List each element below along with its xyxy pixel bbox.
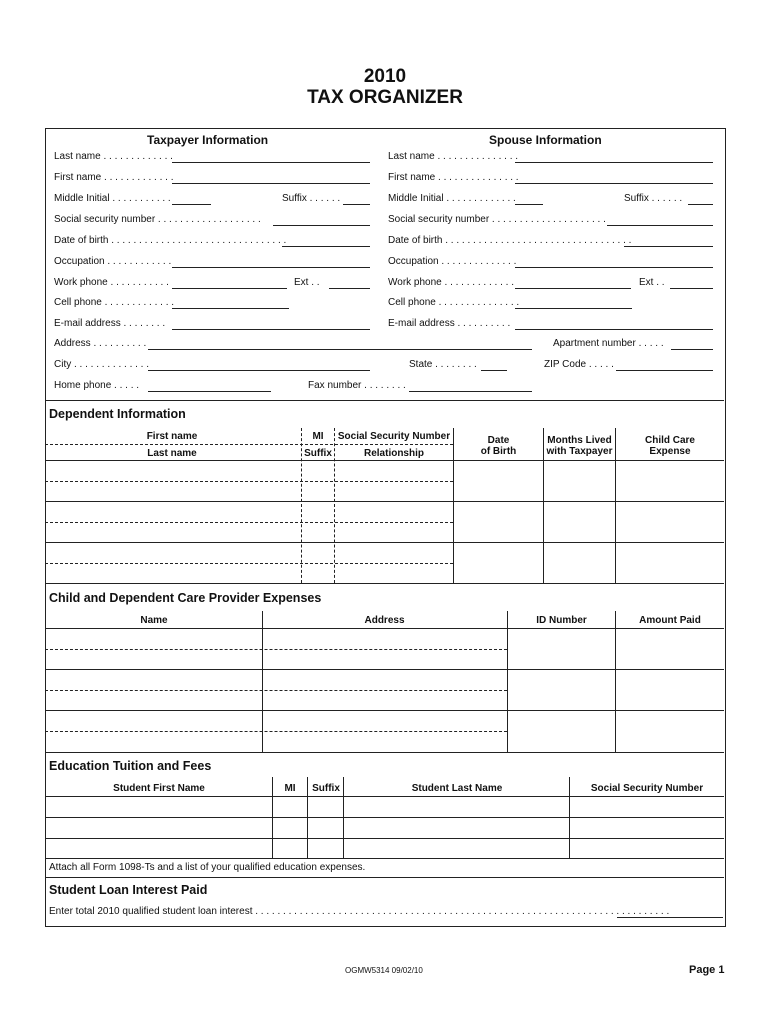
- apartment-label: Apartment number . . . . .: [553, 338, 664, 349]
- taxpayer-cell-phone-field[interactable]: [172, 308, 289, 309]
- care-col-amount: Amount Paid: [639, 615, 701, 626]
- dep-col-divider: [453, 428, 454, 583]
- care-row-line: [45, 669, 724, 670]
- form-title: TAX ORGANIZER: [307, 87, 463, 108]
- dep-col-mi: MI: [312, 431, 324, 442]
- edu-col-suffix: Suffix: [312, 783, 340, 794]
- edu-row-line: [45, 858, 724, 859]
- divider: [45, 400, 724, 401]
- dep-col-first-name: First name: [146, 431, 198, 442]
- spouse-middle-initial-field[interactable]: [515, 204, 543, 205]
- edu-col-mi: MI: [284, 783, 296, 794]
- edu-row-line: [45, 817, 724, 818]
- edu-col-divider: [343, 777, 344, 858]
- care-row-2-split: [45, 690, 507, 691]
- edu-col-divider: [272, 777, 273, 858]
- taxpayer-first-name-label: First name . . . . . . . . . . . . .: [54, 172, 174, 183]
- home-phone-field[interactable]: [148, 391, 271, 392]
- dep-col-ssn: Social Security Number: [337, 431, 451, 442]
- fax-label: Fax number . . . . . . . .: [308, 380, 406, 391]
- dep-col-suffix: Suffix: [304, 448, 332, 459]
- dep-col-last-name: Last name: [147, 448, 197, 459]
- taxpayer-ssn-label: Social security number . . . . . . . . . . . . . . . . . . .: [54, 214, 261, 225]
- spouse-ssn-label: Social security number . . . . . . . . . . . . . . . . . . . . .: [388, 214, 606, 225]
- taxpayer-ext-label: Ext . .: [294, 277, 320, 288]
- dep-col-months-2: with Taxpayer: [546, 446, 613, 457]
- address-field[interactable]: [148, 349, 532, 350]
- spouse-last-name-field[interactable]: [515, 162, 713, 163]
- taxpayer-middle-initial-label: Middle Initial . . . . . . . . . . .: [54, 193, 171, 204]
- care-col-divider: [615, 611, 616, 752]
- state-label: State . . . . . . . .: [409, 359, 477, 370]
- edu-row-line: [45, 796, 724, 797]
- care-row-1-split: [45, 649, 507, 650]
- spouse-occupation-label: Occupation . . . . . . . . . . . . . .: [388, 256, 517, 267]
- student-loan-amount-field[interactable]: [617, 917, 723, 918]
- spouse-work-phone-label: Work phone . . . . . . . . . . . . .: [388, 277, 514, 288]
- taxpayer-ext-field[interactable]: [329, 288, 370, 289]
- taxpayer-occupation-label: Occupation . . . . . . . . . . . .: [54, 256, 172, 267]
- spouse-ext-field[interactable]: [670, 288, 713, 289]
- taxpayer-suffix-label: Suffix . . . . . .: [282, 193, 341, 204]
- spouse-cell-phone-label: Cell phone . . . . . . . . . . . . . . .: [388, 297, 520, 308]
- spouse-ssn-field[interactable]: [607, 225, 713, 226]
- taxpayer-ssn-field[interactable]: [273, 225, 370, 226]
- spouse-last-name-label: Last name . . . . . . . . . . . . . . .: [388, 151, 519, 162]
- state-field[interactable]: [481, 370, 507, 371]
- taxpayer-suffix-field[interactable]: [343, 204, 370, 205]
- dep-header-dashed-line: [45, 444, 453, 445]
- dep-col-relationship: Relationship: [363, 448, 424, 459]
- dep-col-care-2: Expense: [649, 446, 691, 457]
- spouse-heading: Spouse Information: [489, 133, 602, 147]
- dependents-heading: Dependent Information: [49, 407, 186, 421]
- spouse-work-phone-field[interactable]: [515, 288, 631, 289]
- taxpayer-occupation-field[interactable]: [172, 267, 370, 268]
- spouse-first-name-field[interactable]: [515, 183, 713, 184]
- taxpayer-last-name-label: Last name . . . . . . . . . . . . .: [54, 151, 173, 162]
- care-col-divider: [507, 611, 508, 752]
- spouse-middle-initial-label: Middle Initial . . . . . . . . . . . . .: [388, 193, 516, 204]
- zip-field[interactable]: [616, 370, 713, 371]
- dep-col-divider: [301, 428, 302, 583]
- edu-col-divider: [569, 777, 570, 858]
- care-row-line: [45, 710, 724, 711]
- fax-field[interactable]: [409, 391, 532, 392]
- student-loan-label: Enter total 2010 qualified student loan interest . . . . . . . . . . . . . . . . . . . . . . . . . . . . . . . . . . . . . . . . . . . . . . . . . . . . . . . . . . . . . . . . . . . . . . . . . . .: [49, 906, 670, 917]
- taxpayer-email-label: E-mail address . . . . . . . .: [54, 318, 166, 329]
- dep-col-months-1: Months Lived: [547, 435, 612, 446]
- edu-row-line: [45, 838, 724, 839]
- dep-col-divider: [543, 428, 544, 583]
- edu-col-first-name: Student First Name: [113, 783, 205, 794]
- dep-row-2-split: [45, 522, 453, 523]
- spouse-dob-field[interactable]: [624, 246, 713, 247]
- spouse-email-label: E-mail address . . . . . . . . . .: [388, 318, 511, 329]
- taxpayer-heading: Taxpayer Information: [147, 133, 269, 147]
- spouse-ext-label: Ext . .: [639, 277, 665, 288]
- form-border: [45, 128, 726, 927]
- care-row-line: [45, 752, 724, 753]
- dep-col-divider: [615, 428, 616, 583]
- edu-col-ssn: Social Security Number: [590, 783, 704, 794]
- dep-row-3-split: [45, 563, 453, 564]
- city-label: City . . . . . . . . . . . . . .: [54, 359, 150, 370]
- apartment-field[interactable]: [671, 349, 713, 350]
- taxpayer-cell-phone-label: Cell phone . . . . . . . . . . . . .: [54, 297, 175, 308]
- city-field[interactable]: [148, 370, 370, 371]
- spouse-suffix-field[interactable]: [688, 204, 713, 205]
- page-number: Page 1: [689, 964, 725, 976]
- spouse-suffix-label: Suffix . . . . . .: [624, 193, 683, 204]
- care-row-line: [45, 628, 724, 629]
- home-phone-label: Home phone . . . . .: [54, 380, 140, 391]
- dep-row-line: [45, 583, 724, 584]
- taxpayer-work-phone-field[interactable]: [172, 288, 287, 289]
- dep-row-line: [45, 501, 724, 502]
- dep-row-line: [45, 460, 724, 461]
- spouse-email-field[interactable]: [515, 329, 713, 330]
- education-heading: Education Tuition and Fees: [49, 759, 212, 773]
- dep-col-dob-2: of Birth: [480, 446, 517, 457]
- taxpayer-dob-label: Date of birth . . . . . . . . . . . . . . . . . . . . . . . . . . . . . . . .: [54, 235, 287, 246]
- taxpayer-dob-field[interactable]: [282, 246, 370, 247]
- spouse-occupation-field[interactable]: [515, 267, 713, 268]
- care-col-name: Name: [140, 615, 168, 626]
- care-row-3-split: [45, 731, 507, 732]
- form-year: 2010: [363, 66, 407, 87]
- spouse-cell-phone-field[interactable]: [515, 308, 632, 309]
- address-label: Address . . . . . . . . . .: [54, 338, 147, 349]
- care-col-divider: [262, 611, 263, 752]
- taxpayer-email-field[interactable]: [172, 329, 370, 330]
- edu-col-last-name: Student Last Name: [411, 783, 503, 794]
- dep-col-dob-1: Date: [487, 435, 510, 446]
- taxpayer-work-phone-label: Work phone . . . . . . . . . . .: [54, 277, 169, 288]
- dep-col-divider: [334, 428, 335, 583]
- spouse-dob-label: Date of birth . . . . . . . . . . . . . . . . . . . . . . . . . . . . . . . . . .: [388, 235, 632, 246]
- zip-label: ZIP Code . . . . .: [544, 359, 614, 370]
- spouse-first-name-label: First name . . . . . . . . . . . . . . .: [388, 172, 519, 183]
- student-loan-heading: Student Loan Interest Paid: [49, 883, 208, 897]
- dep-row-1-split: [45, 481, 453, 482]
- form-code: OGMW5314 09/02/10: [345, 966, 423, 975]
- taxpayer-middle-initial-field[interactable]: [172, 204, 211, 205]
- edu-col-divider: [307, 777, 308, 858]
- care-col-id: ID Number: [536, 615, 587, 626]
- divider: [45, 877, 724, 878]
- taxpayer-last-name-field[interactable]: [172, 162, 370, 163]
- dep-col-care-1: Child Care: [644, 435, 695, 446]
- care-providers-heading: Child and Dependent Care Provider Expenses: [49, 591, 322, 605]
- taxpayer-first-name-field[interactable]: [172, 183, 370, 184]
- education-note: Attach all Form 1098-Ts and a list of your qualified education expenses.: [49, 862, 366, 873]
- dep-row-line: [45, 542, 724, 543]
- care-col-address: Address: [364, 615, 405, 626]
